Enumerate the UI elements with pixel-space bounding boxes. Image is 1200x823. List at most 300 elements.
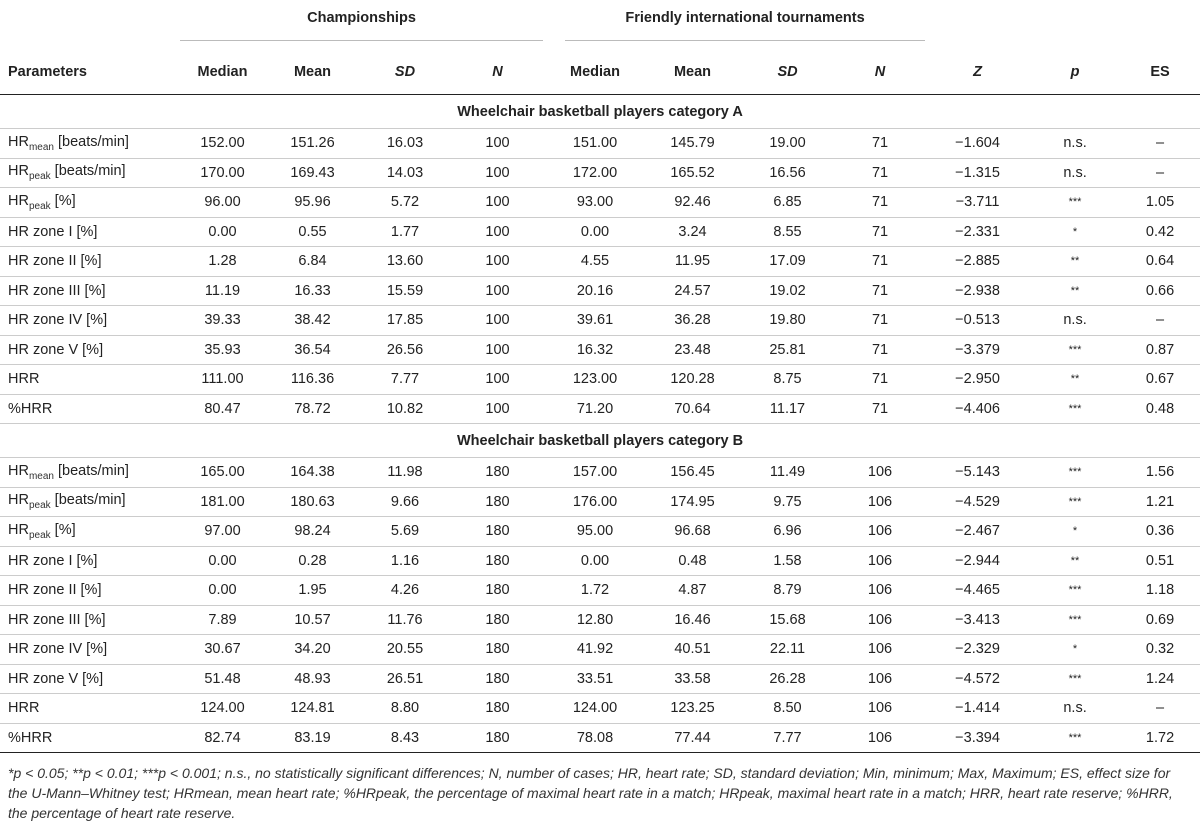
cell-n-champ: 100: [450, 394, 545, 424]
table-row: [0, 158, 1200, 188]
param-name: %HRR: [8, 400, 53, 417]
cell-mean-friendly: 0.48: [645, 546, 740, 576]
cell-sd-friendly: 19.80: [740, 306, 835, 336]
cell-sd-champ: 10.82: [360, 394, 450, 424]
cell-n-champ: 100: [450, 129, 545, 159]
cell-mean-champ: 116.36: [265, 365, 360, 395]
cell-n-friendly: 106: [835, 664, 925, 694]
cell-median-champ: 0.00: [180, 576, 265, 606]
cell-mean-friendly: 145.79: [645, 129, 740, 159]
cell-n-friendly: 71: [835, 365, 925, 395]
cell-sd-friendly: 8.79: [740, 576, 835, 606]
cell-z-value: −2.467: [925, 517, 1030, 547]
cell-p-value: n.s.: [1030, 129, 1120, 159]
param-name: HR: [8, 521, 29, 538]
cell-n-friendly: 106: [835, 576, 925, 606]
cell-mean-champ: 78.72: [265, 394, 360, 424]
cell-mean-friendly: 11.95: [645, 247, 740, 277]
cell-mean-friendly: 40.51: [645, 635, 740, 665]
cell-mean-friendly: 92.46: [645, 188, 740, 218]
param-name: HRR: [8, 700, 40, 717]
cell-median-friendly: 20.16: [545, 276, 645, 306]
cell-median-champ: 11.19: [180, 276, 265, 306]
cell-n-champ: 100: [450, 247, 545, 277]
cell-n-friendly: 106: [835, 605, 925, 635]
param-subscript: peak: [28, 500, 51, 512]
table-row: [0, 694, 1200, 724]
cell-z-value: −5.143: [925, 458, 1030, 488]
cell-median-champ: 124.00: [180, 694, 265, 724]
cell-z-value: −4.465: [925, 576, 1030, 606]
group-header-row: [0, 0, 1200, 50]
cell-n-champ: 100: [450, 335, 545, 365]
cell-mean-champ: 164.38: [265, 458, 360, 488]
table-footnote: *p < 0.05; **p < 0.01; ***p < 0.001; n.s., no statistically significant differences; N, number of cases; HR, heart rate; SD, standard deviation; Min, minimum; Max, Maximum; ES, effect size for the U-Mann–Whitney test; HRmean, mean heart rate; %HRpeak, the percentage of maximal heart rate in a match; HRpeak, maximal heart rate in a match; HRR, heart rate reserve; %HRR, the percentage of heart rate reserve.: [8, 765, 1173, 821]
cell-effect-size: –: [1120, 306, 1200, 336]
cell-sd-champ: 11.98: [360, 458, 450, 488]
cell-p-value: n.s.: [1030, 694, 1120, 724]
cell-sd-friendly: 6.96: [740, 517, 835, 547]
cell-mean-champ: 48.93: [265, 664, 360, 694]
table-row: [0, 276, 1200, 306]
cell-n-champ: 180: [450, 458, 545, 488]
cell-n-friendly: 106: [835, 635, 925, 665]
param-cell: [0, 635, 180, 665]
cell-effect-size: 1.24: [1120, 664, 1200, 694]
section-row: [0, 95, 1200, 129]
cell-z-value: −3.711: [925, 188, 1030, 218]
cell-sd-champ: 20.55: [360, 635, 450, 665]
cell-n-friendly: 71: [835, 217, 925, 247]
cell-z-value: −2.950: [925, 365, 1030, 395]
table-row: [0, 306, 1200, 336]
cell-median-friendly: 93.00: [545, 188, 645, 218]
cell-p-value: ***: [1030, 188, 1120, 218]
cell-median-friendly: 39.61: [545, 306, 645, 336]
cell-p-value: n.s.: [1030, 306, 1120, 336]
cell-n-champ: 180: [450, 723, 545, 753]
param-cell: [0, 276, 180, 306]
cell-z-value: −4.529: [925, 487, 1030, 517]
cell-n-friendly: 71: [835, 394, 925, 424]
cell-n-champ: 100: [450, 188, 545, 218]
cell-mean-champ: 95.96: [265, 188, 360, 218]
param-name: HR zone IV [%]: [8, 641, 108, 658]
param-cell: [0, 394, 180, 424]
cell-effect-size: 0.32: [1120, 635, 1200, 665]
cell-effect-size: –: [1120, 694, 1200, 724]
cell-n-champ: 180: [450, 664, 545, 694]
cell-mean-friendly: 4.87: [645, 576, 740, 606]
table-row: [0, 664, 1200, 694]
group-championships: Championships: [180, 10, 543, 41]
cell-median-friendly: 123.00: [545, 365, 645, 395]
cell-sd-friendly: 11.17: [740, 394, 835, 424]
param-name: HRR: [8, 371, 40, 388]
cell-sd-friendly: 8.55: [740, 217, 835, 247]
cell-sd-champ: 26.56: [360, 335, 450, 365]
cell-effect-size: 1.72: [1120, 723, 1200, 753]
table-row: [0, 335, 1200, 365]
cell-effect-size: 0.87: [1120, 335, 1200, 365]
cell-sd-champ: 11.76: [360, 605, 450, 635]
cell-z-value: −3.379: [925, 335, 1030, 365]
cell-effect-size: 0.36: [1120, 517, 1200, 547]
param-subscript: peak: [28, 529, 51, 541]
cell-effect-size: 0.48: [1120, 394, 1200, 424]
cell-sd-champ: 13.60: [360, 247, 450, 277]
cell-n-champ: 100: [450, 306, 545, 336]
cell-median-friendly: 176.00: [545, 487, 645, 517]
cell-mean-champ: 10.57: [265, 605, 360, 635]
col-parameters: Parameters: [0, 50, 180, 95]
cell-median-champ: 39.33: [180, 306, 265, 336]
param-cell: [0, 247, 180, 277]
cell-sd-champ: 8.43: [360, 723, 450, 753]
section-title: Wheelchair basketball players category B: [0, 424, 1200, 458]
cell-median-champ: 35.93: [180, 335, 265, 365]
cell-z-value: −1.414: [925, 694, 1030, 724]
cell-p-value: ***: [1030, 605, 1120, 635]
cell-sd-champ: 4.26: [360, 576, 450, 606]
cell-sd-champ: 1.16: [360, 546, 450, 576]
cell-n-friendly: 106: [835, 487, 925, 517]
cell-n-friendly: 71: [835, 335, 925, 365]
cell-p-value: n.s.: [1030, 158, 1120, 188]
col-median-champ: Median: [180, 50, 265, 95]
cell-sd-champ: 8.80: [360, 694, 450, 724]
cell-median-friendly: 1.72: [545, 576, 645, 606]
param-name: HR zone V [%]: [8, 341, 104, 358]
cell-n-friendly: 106: [835, 517, 925, 547]
cell-median-friendly: 157.00: [545, 458, 645, 488]
cell-sd-friendly: 17.09: [740, 247, 835, 277]
table-row: [0, 723, 1200, 753]
param-cell: [0, 188, 180, 218]
cell-n-friendly: 106: [835, 458, 925, 488]
param-unit: [beats/min]: [50, 163, 126, 180]
cell-p-value: *: [1030, 517, 1120, 547]
cell-mean-champ: 98.24: [265, 517, 360, 547]
cell-sd-champ: 9.66: [360, 487, 450, 517]
cell-n-friendly: 71: [835, 306, 925, 336]
cell-mean-friendly: 165.52: [645, 158, 740, 188]
cell-p-value: ***: [1030, 487, 1120, 517]
cell-median-champ: 97.00: [180, 517, 265, 547]
cell-z-value: −3.394: [925, 723, 1030, 753]
cell-n-champ: 180: [450, 487, 545, 517]
cell-mean-friendly: 120.28: [645, 365, 740, 395]
param-cell: [0, 605, 180, 635]
col-sd-champ: SD: [360, 50, 450, 95]
cell-median-champ: 7.89: [180, 605, 265, 635]
param-cell: [0, 664, 180, 694]
param-name: HR zone III [%]: [8, 611, 106, 628]
cell-mean-champ: 169.43: [265, 158, 360, 188]
cell-sd-friendly: 11.49: [740, 458, 835, 488]
param-unit: [%]: [50, 521, 76, 538]
cell-sd-friendly: 19.02: [740, 276, 835, 306]
cell-sd-friendly: 8.75: [740, 365, 835, 395]
cell-z-value: −4.406: [925, 394, 1030, 424]
param-cell: [0, 694, 180, 724]
cell-effect-size: 0.64: [1120, 247, 1200, 277]
col-sd-friendly: SD: [740, 50, 835, 95]
cell-n-champ: 100: [450, 365, 545, 395]
table-row: [0, 546, 1200, 576]
table-row: [0, 217, 1200, 247]
cell-median-champ: 51.48: [180, 664, 265, 694]
cell-n-champ: 180: [450, 546, 545, 576]
cell-mean-champ: 36.54: [265, 335, 360, 365]
cell-median-champ: 170.00: [180, 158, 265, 188]
cell-mean-friendly: 36.28: [645, 306, 740, 336]
cell-mean-friendly: 70.64: [645, 394, 740, 424]
param-cell: [0, 576, 180, 606]
cell-n-champ: 180: [450, 576, 545, 606]
cell-effect-size: 1.05: [1120, 188, 1200, 218]
cell-median-champ: 80.47: [180, 394, 265, 424]
cell-mean-champ: 38.42: [265, 306, 360, 336]
param-subscript: mean: [28, 141, 54, 153]
cell-median-friendly: 16.32: [545, 335, 645, 365]
param-name: HR zone I [%]: [8, 223, 98, 240]
cell-n-friendly: 71: [835, 188, 925, 218]
cell-p-value: ***: [1030, 394, 1120, 424]
param-unit: [beats/min]: [53, 462, 129, 479]
param-unit: [beats/min]: [53, 133, 129, 150]
cell-z-value: −2.331: [925, 217, 1030, 247]
cell-sd-friendly: 26.28: [740, 664, 835, 694]
param-cell: [0, 129, 180, 159]
param-unit: [beats/min]: [50, 492, 126, 509]
column-header-row: [0, 50, 1200, 95]
param-subscript: peak: [28, 171, 51, 183]
cell-effect-size: 1.18: [1120, 576, 1200, 606]
cell-median-champ: 111.00: [180, 365, 265, 395]
cell-sd-champ: 14.03: [360, 158, 450, 188]
cell-median-friendly: 124.00: [545, 694, 645, 724]
param-name: HR zone I [%]: [8, 552, 98, 569]
param-cell: [0, 158, 180, 188]
cell-sd-friendly: 19.00: [740, 129, 835, 159]
cell-n-champ: 100: [450, 158, 545, 188]
cell-mean-friendly: 3.24: [645, 217, 740, 247]
cell-sd-friendly: 16.56: [740, 158, 835, 188]
cell-median-champ: 0.00: [180, 217, 265, 247]
cell-n-friendly: 71: [835, 276, 925, 306]
param-name: HR: [8, 492, 29, 509]
cell-p-value: **: [1030, 276, 1120, 306]
cell-p-value: ***: [1030, 723, 1120, 753]
cell-sd-champ: 5.72: [360, 188, 450, 218]
cell-n-friendly: 106: [835, 694, 925, 724]
table-row: [0, 394, 1200, 424]
cell-sd-champ: 1.77: [360, 217, 450, 247]
cell-sd-friendly: 7.77: [740, 723, 835, 753]
cell-median-friendly: 78.08: [545, 723, 645, 753]
cell-p-value: **: [1030, 546, 1120, 576]
table-row: [0, 129, 1200, 159]
cell-mean-friendly: 156.45: [645, 458, 740, 488]
cell-mean-friendly: 24.57: [645, 276, 740, 306]
cell-median-friendly: 0.00: [545, 217, 645, 247]
cell-effect-size: 0.66: [1120, 276, 1200, 306]
cell-median-friendly: 95.00: [545, 517, 645, 547]
cell-sd-friendly: 22.11: [740, 635, 835, 665]
param-name: HR zone II [%]: [8, 582, 102, 599]
cell-z-value: −0.513: [925, 306, 1030, 336]
cell-median-friendly: 41.92: [545, 635, 645, 665]
cell-median-friendly: 4.55: [545, 247, 645, 277]
param-cell: [0, 487, 180, 517]
cell-mean-champ: 124.81: [265, 694, 360, 724]
param-cell: [0, 517, 180, 547]
cell-n-friendly: 106: [835, 546, 925, 576]
col-n-champ: N: [450, 50, 545, 95]
cell-p-value: *: [1030, 217, 1120, 247]
cell-n-champ: 180: [450, 605, 545, 635]
cell-sd-champ: 7.77: [360, 365, 450, 395]
cell-mean-champ: 34.20: [265, 635, 360, 665]
cell-n-champ: 100: [450, 217, 545, 247]
param-cell: [0, 365, 180, 395]
col-mean-friendly: Mean: [645, 50, 740, 95]
cell-p-value: ***: [1030, 335, 1120, 365]
cell-sd-friendly: 15.68: [740, 605, 835, 635]
cell-n-champ: 180: [450, 635, 545, 665]
cell-effect-size: 0.42: [1120, 217, 1200, 247]
cell-sd-champ: 16.03: [360, 129, 450, 159]
cell-median-friendly: 33.51: [545, 664, 645, 694]
cell-z-value: −2.944: [925, 546, 1030, 576]
cell-n-champ: 180: [450, 694, 545, 724]
cell-mean-friendly: 96.68: [645, 517, 740, 547]
section-row: [0, 424, 1200, 458]
cell-mean-friendly: 23.48: [645, 335, 740, 365]
cell-sd-friendly: 9.75: [740, 487, 835, 517]
cell-median-champ: 165.00: [180, 458, 265, 488]
cell-mean-champ: 180.63: [265, 487, 360, 517]
cell-p-value: ***: [1030, 458, 1120, 488]
cell-p-value: **: [1030, 365, 1120, 395]
table-row: [0, 247, 1200, 277]
cell-median-friendly: 71.20: [545, 394, 645, 424]
cell-n-friendly: 71: [835, 158, 925, 188]
cell-mean-champ: 0.28: [265, 546, 360, 576]
cell-median-champ: 181.00: [180, 487, 265, 517]
cell-median-champ: 82.74: [180, 723, 265, 753]
param-cell: [0, 723, 180, 753]
cell-median-champ: 1.28: [180, 247, 265, 277]
cell-effect-size: 0.67: [1120, 365, 1200, 395]
table-row: [0, 365, 1200, 395]
col-n-friendly: N: [835, 50, 925, 95]
cell-n-friendly: 106: [835, 723, 925, 753]
cell-median-friendly: 12.80: [545, 605, 645, 635]
cell-median-champ: 0.00: [180, 546, 265, 576]
param-cell: [0, 217, 180, 247]
col-z: Z: [925, 50, 1030, 95]
param-cell: [0, 546, 180, 576]
cell-z-value: −2.329: [925, 635, 1030, 665]
cell-mean-champ: 6.84: [265, 247, 360, 277]
cell-z-value: −1.604: [925, 129, 1030, 159]
table-row: [0, 635, 1200, 665]
table-row: [0, 605, 1200, 635]
table-body: [0, 95, 1200, 753]
table-row: [0, 458, 1200, 488]
col-es: ES: [1120, 50, 1200, 95]
param-name: HR: [8, 192, 29, 209]
cell-effect-size: 1.21: [1120, 487, 1200, 517]
col-median-friendly: Median: [545, 50, 645, 95]
param-name: HR zone V [%]: [8, 670, 104, 687]
cell-effect-size: –: [1120, 158, 1200, 188]
cell-n-friendly: 71: [835, 247, 925, 277]
param-subscript: mean: [28, 470, 54, 482]
cell-mean-friendly: 33.58: [645, 664, 740, 694]
cell-effect-size: –: [1120, 129, 1200, 159]
param-name: HR: [8, 133, 29, 150]
cell-sd-champ: 26.51: [360, 664, 450, 694]
cell-median-friendly: 0.00: [545, 546, 645, 576]
cell-mean-champ: 151.26: [265, 129, 360, 159]
table-row: [0, 188, 1200, 218]
cell-sd-friendly: 1.58: [740, 546, 835, 576]
table-row: [0, 487, 1200, 517]
col-p: p: [1030, 50, 1120, 95]
cell-mean-champ: 16.33: [265, 276, 360, 306]
cell-mean-champ: 83.19: [265, 723, 360, 753]
cell-median-champ: 30.67: [180, 635, 265, 665]
cell-median-friendly: 151.00: [545, 129, 645, 159]
group-friendly-tournaments: Friendly international tournaments: [565, 10, 925, 41]
col-mean-champ: Mean: [265, 50, 360, 95]
cell-n-champ: 180: [450, 517, 545, 547]
cell-mean-champ: 1.95: [265, 576, 360, 606]
cell-z-value: −2.938: [925, 276, 1030, 306]
cell-median-champ: 152.00: [180, 129, 265, 159]
section-title: Wheelchair basketball players category A: [0, 95, 1200, 129]
cell-n-champ: 100: [450, 276, 545, 306]
cell-mean-friendly: 16.46: [645, 605, 740, 635]
param-name: HR: [8, 462, 29, 479]
param-cell: [0, 335, 180, 365]
cell-mean-friendly: 77.44: [645, 723, 740, 753]
cell-mean-champ: 0.55: [265, 217, 360, 247]
param-cell: [0, 306, 180, 336]
cell-sd-friendly: 8.50: [740, 694, 835, 724]
cell-sd-champ: 15.59: [360, 276, 450, 306]
cell-p-value: ***: [1030, 664, 1120, 694]
cell-effect-size: 0.51: [1120, 546, 1200, 576]
cell-effect-size: 1.56: [1120, 458, 1200, 488]
cell-z-value: −2.885: [925, 247, 1030, 277]
param-name: HR zone II [%]: [8, 253, 102, 270]
param-cell: [0, 458, 180, 488]
param-name: HR zone IV [%]: [8, 312, 108, 329]
param-subscript: peak: [28, 200, 51, 212]
cell-z-value: −4.572: [925, 664, 1030, 694]
param-name: HR zone III [%]: [8, 282, 106, 299]
cell-sd-friendly: 6.85: [740, 188, 835, 218]
cell-mean-friendly: 123.25: [645, 694, 740, 724]
cell-effect-size: 0.69: [1120, 605, 1200, 635]
param-unit: [%]: [50, 192, 76, 209]
cell-z-value: −3.413: [925, 605, 1030, 635]
cell-median-champ: 96.00: [180, 188, 265, 218]
